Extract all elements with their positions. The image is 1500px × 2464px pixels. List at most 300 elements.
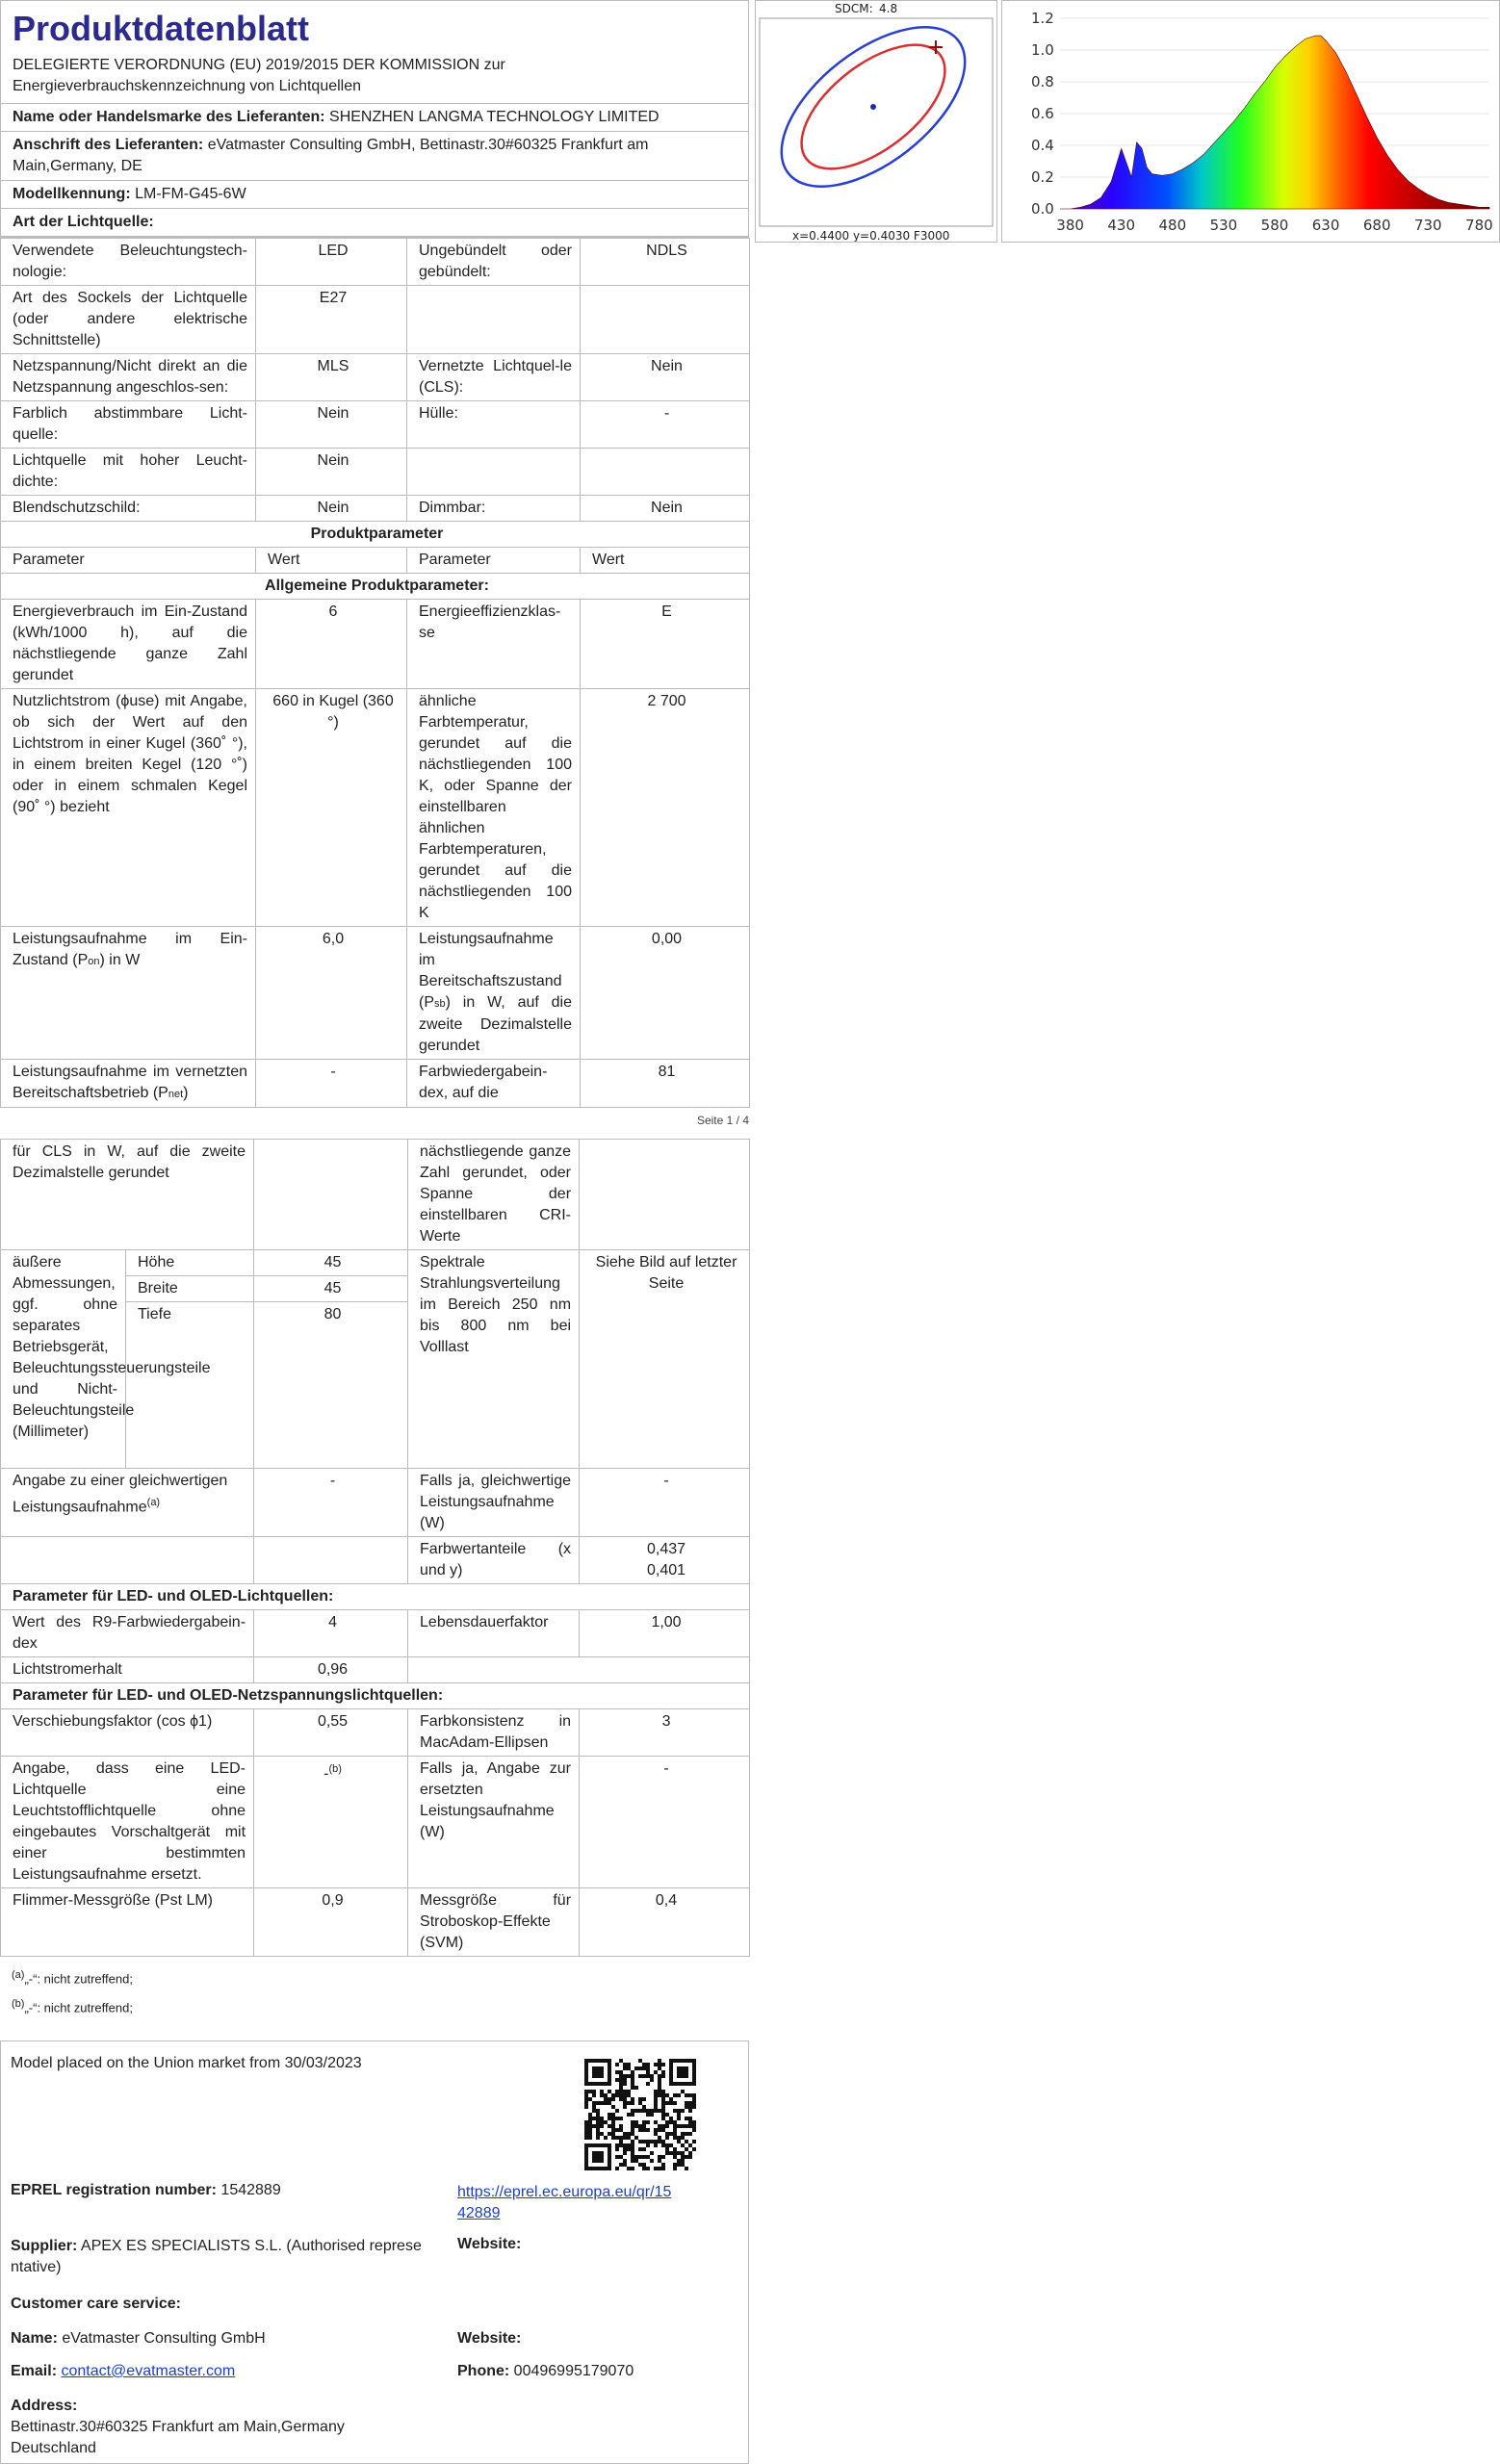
qr-module: [692, 2093, 696, 2097]
qr-module: [596, 2101, 600, 2105]
qr-module: [665, 2136, 669, 2140]
qr-module: [623, 2093, 627, 2097]
qr-module: [623, 2136, 627, 2140]
eprel-phone-label: Phone:: [457, 2363, 510, 2379]
qr-module: [665, 2101, 669, 2105]
qr-module: [661, 2167, 665, 2170]
table-row: [1, 1657, 750, 1683]
qr-module: [665, 2132, 669, 2136]
qr-module: [627, 2113, 631, 2117]
qr-module: [588, 2136, 592, 2140]
depth-value: 80: [254, 1302, 408, 1469]
qr-module: [623, 2163, 627, 2167]
qr-module: [650, 2151, 654, 2155]
table-row: [1, 1140, 750, 1250]
eprel-supplier-label: Supplier:: [11, 2238, 78, 2254]
spectrum-x-tick: 430: [1107, 217, 1136, 234]
qr-module: [692, 2128, 696, 2132]
qr-module: [596, 2132, 600, 2136]
eprel-url[interactable]: [457, 2182, 671, 2224]
pon-label: [1, 927, 256, 1060]
table-row: [1, 548, 750, 574]
eprel-email-link[interactable]: contact@evatmaster.com: [61, 2363, 236, 2379]
width-label: Breite: [126, 1276, 254, 1302]
qr-module: [681, 2109, 685, 2113]
sdcm-label: SDCM:: [835, 2, 873, 15]
energy-value: 6: [256, 600, 407, 689]
qr-module: [627, 2143, 631, 2147]
qr-module: [658, 2063, 661, 2066]
qr-module: [654, 2132, 658, 2136]
qr-module: [592, 2105, 596, 2109]
pnet-value: -: [256, 1060, 407, 1108]
qr-module: [592, 2124, 596, 2128]
flux-label: Nutzlichtstrom (ϕuse) mit Angabe, ob sich der Wert auf den Lichtstrom in einer Kugel (360˚ °), in einem breiten Kegel (120 °˚) oder in einem schmalen Kegel (90˚ °) bezieht: [1, 689, 256, 927]
table-row: [1, 1757, 750, 1888]
replace-value: -: [323, 1765, 329, 1783]
dims-label: äußere Abmessungen, ggf. ohne separates Betriebsgerät, Beleuchtungssteuerungsteile und Nicht-Beleuchtungsteile (Millimeter): [1, 1250, 126, 1469]
qr-module: [634, 2159, 638, 2163]
eprel-care: [11, 2296, 181, 2313]
qr-module: [661, 2140, 665, 2143]
qr-module: [661, 2113, 665, 2117]
footnote-a: [12, 1963, 737, 1991]
table-row: [1, 927, 750, 1060]
qr-module: [677, 2109, 681, 2113]
maint-label: Lichtstromerhalt: [1, 1657, 254, 1683]
spectrum-svg: [1002, 1, 1499, 242]
qr-module: [584, 2128, 588, 2132]
qr-module: [669, 2097, 673, 2101]
empty-cell: [407, 449, 581, 496]
cri-label-a: Farbwiedergabein-dex, auf die: [407, 1060, 581, 1108]
qr-module: [669, 2120, 673, 2124]
qr-module: [615, 2155, 619, 2159]
qr-module: [677, 2117, 681, 2120]
qr-module: [665, 2124, 669, 2128]
spectrum-x-tick: 630: [1311, 217, 1340, 234]
qr-module: [600, 2093, 604, 2097]
table-row: [1, 574, 750, 600]
qr-module: [623, 2147, 627, 2151]
qr-module: [688, 2109, 692, 2113]
qr-module: [661, 2128, 665, 2132]
qr-module: [665, 2093, 669, 2097]
qr-module: [631, 2113, 634, 2117]
pon-label-a: Leistungsaufnahme im Ein-Zustand (P: [13, 931, 247, 968]
qr-module: [646, 2074, 650, 2078]
replace2-value: -: [580, 1757, 750, 1888]
spectrum-x-tick: 680: [1362, 217, 1391, 234]
qr-module: [688, 2151, 692, 2155]
table-row: [1, 354, 750, 401]
qr-module: [631, 2143, 634, 2147]
qr-module: [619, 2090, 623, 2093]
table-row: [1, 239, 750, 286]
qr-module: [638, 2109, 642, 2113]
cls-label: Vernetzte Lichtquel-le (CLS):: [407, 354, 581, 401]
flux-value: 660 in Kugel (360 °): [256, 689, 407, 927]
qr-module: [685, 2155, 688, 2159]
qr-module: [623, 2074, 627, 2078]
chroma-x: 0,437: [646, 1541, 686, 1557]
pnet-label-c: für CLS in W, auf die zweite Dezimalstelle gerundet: [1, 1140, 254, 1250]
qr-module: [658, 2159, 661, 2163]
footnotes: [0, 1957, 749, 2025]
replace2-label: Falls ja, Angabe zur ersetzten Leistungsaufnahme (W): [408, 1757, 580, 1888]
qr-module: [592, 2117, 596, 2120]
empty-cell: [408, 1657, 750, 1683]
consist-label: Farbkonsistenz in MacAdam-Ellipsen: [408, 1709, 580, 1757]
qr-module: [658, 2128, 661, 2132]
qr-module: [681, 2159, 685, 2163]
qr-module: [688, 2143, 692, 2147]
qr-module: [596, 2109, 600, 2113]
qr-module: [631, 2151, 634, 2155]
eclass-label: Energieeffizienzklas-se: [407, 600, 581, 689]
qr-module: [615, 2143, 619, 2147]
qr-module: [673, 2167, 677, 2170]
footnote-b-mark: (b): [12, 1998, 25, 2011]
eprel-reg: [11, 2182, 281, 2199]
footnote-a-mark: (a): [12, 1969, 25, 1981]
qr-module: [638, 2059, 642, 2063]
qr-module: [681, 2090, 685, 2093]
footnote-a-text: „-“: nicht zutreffend;: [24, 1971, 133, 1987]
qr-module: [650, 2074, 654, 2078]
qr-module: [596, 2128, 600, 2132]
qr-module: [646, 2140, 650, 2143]
qr-module: [642, 2109, 646, 2113]
qr-module: [665, 2143, 669, 2147]
qr-module: [673, 2128, 677, 2132]
qr-module: [615, 2128, 619, 2132]
qr-module: [619, 2128, 623, 2132]
qr-module: [623, 2101, 627, 2105]
qr-module: [692, 2120, 696, 2124]
eprel-supplier: [11, 2236, 434, 2278]
qr-module: [681, 2124, 685, 2128]
qr-module: [673, 2124, 677, 2128]
qr-module: [619, 2078, 623, 2082]
product-data-sheet: [0, 0, 749, 2025]
cri-value: 81: [581, 1060, 750, 1108]
supplier-address-row: [1, 132, 748, 181]
dimmable-label: Dimmbar:: [407, 496, 581, 522]
qr-module: [658, 2155, 661, 2159]
qr-module: [685, 2117, 688, 2120]
qr-module: [608, 2124, 611, 2128]
tech-value: LED: [256, 239, 407, 286]
qr-module: [627, 2101, 631, 2105]
qr-module: [600, 2090, 604, 2093]
spectral-label: Spektrale Strahlungsverteilung im Bereich 250 nm bis 800 nm bei Volllast: [408, 1250, 580, 1469]
eprel-website2-label: Website:: [457, 2330, 522, 2347]
width-value: 45: [254, 1276, 408, 1302]
eprel-url-2[interactable]: 42889: [457, 2205, 501, 2221]
qr-module: [611, 2136, 615, 2140]
eprel-website: [457, 2236, 521, 2253]
qr-module: [646, 2063, 650, 2066]
qr-module: [688, 2120, 692, 2124]
spectrum-y-tick: 0.4: [1031, 137, 1054, 154]
r9-label: Wert des R9-Farbwiedergabein-dex: [1, 1610, 254, 1657]
qr-module: [623, 2132, 627, 2136]
mains-label: Netzspannung/Nicht direkt an die Netzspannung angeschlos-sen:: [1, 354, 256, 401]
qr-module: [661, 2063, 665, 2066]
qr-module: [669, 2132, 673, 2136]
qr-module: [631, 2109, 634, 2113]
qr-module: [631, 2140, 634, 2143]
life-label: Lebensdauerfaktor: [408, 1610, 580, 1657]
qr-module: [619, 2070, 623, 2074]
table-row: [1, 496, 750, 522]
qr-module: [658, 2082, 661, 2086]
cie-coords: x=0.4400 y=0.4030 F3000: [792, 229, 950, 242]
qr-module: [634, 2120, 638, 2124]
qr-module: [658, 2136, 661, 2140]
qr-module: [619, 2124, 623, 2128]
antiglare-label: Blendschutzschild:: [1, 496, 256, 522]
qr-finder-module: [592, 2151, 604, 2163]
qr-module: [611, 2105, 615, 2109]
qr-module: [623, 2143, 627, 2147]
qr-module: [604, 2136, 608, 2140]
qr-module: [584, 2105, 588, 2109]
pon-value: 6,0: [256, 927, 407, 1060]
qr-module: [642, 2120, 646, 2124]
supplier-name-row: [1, 104, 748, 132]
qr-module: [654, 2140, 658, 2143]
qr-module: [661, 2163, 665, 2167]
cct-label: ähnliche Farbtemperatur, gerundet auf die nächstliegenden 100 K, oder Spanne der einstellbaren ähnlichen Farbtemperaturen, gerundet auf die nächstliegenden 100 K: [407, 689, 581, 927]
cie-svg: [756, 1, 996, 242]
product-table-continued: [0, 1139, 750, 1957]
qr-module: [669, 2151, 673, 2155]
socket-label: Art des Sockels der Lichtquelle (oder andere elektrische Schnittstelle): [1, 286, 256, 354]
supplier-name-label: Name oder Handelsmarke des Lieferanten:: [13, 109, 325, 125]
light-type-row: [1, 209, 748, 237]
height-label: Höhe: [126, 1250, 254, 1276]
table-row: [1, 1060, 750, 1108]
qr-module: [661, 2105, 665, 2109]
qr-module: [619, 2155, 623, 2159]
qr-module: [638, 2124, 642, 2128]
qr-module: [661, 2070, 665, 2074]
qr-module: [650, 2109, 654, 2113]
psb-label-a: Leistungsaufnahme im Bereitschaftszustand (P: [419, 931, 562, 1011]
table-row: [1, 689, 750, 927]
qr-module: [642, 2066, 646, 2070]
qr-module: [658, 2086, 661, 2090]
empty-cell: [254, 1140, 408, 1250]
table-row: [1, 1469, 750, 1537]
qr-module: [631, 2078, 634, 2082]
qr-module: [623, 2090, 627, 2093]
qr-module: [615, 2167, 619, 2170]
qr-module: [685, 2132, 688, 2136]
model-row: [1, 181, 748, 209]
qr-module: [646, 2109, 650, 2113]
qr-module: [604, 2097, 608, 2101]
qr-module: [584, 2101, 588, 2105]
qr-module: [638, 2163, 642, 2167]
ifyes-value: -: [580, 1469, 750, 1537]
qr-module: [688, 2101, 692, 2105]
table-row: [1, 401, 750, 449]
qr-module: [658, 2167, 661, 2170]
table-row: [1, 1584, 750, 1610]
qr-module: [642, 2163, 646, 2167]
mains-value: MLS: [256, 354, 407, 401]
qr-module: [669, 2143, 673, 2147]
qr-module: [615, 2093, 619, 2097]
envelope-label: Hülle:: [407, 401, 581, 449]
psb-sub: sb: [434, 998, 446, 1010]
col-value-2: Wert: [581, 548, 750, 574]
replace-label: Angabe, dass eine LED-Lichtquelle eine Leuchtstofflichtquelle ohne eingebautes Vorschaltgerät mit einer bestimmten Leistungsaufnahme ersetzt.: [1, 1757, 254, 1888]
life-value: 1,00: [580, 1610, 750, 1657]
spectral-value: Siehe Bild auf letzter Seite: [580, 1250, 750, 1469]
qr-module: [619, 2093, 623, 2097]
eprel-name: [11, 2330, 266, 2348]
qr-module: [619, 2140, 623, 2143]
envelope-value: -: [581, 401, 750, 449]
qr-module: [627, 2132, 631, 2136]
qr-module: [627, 2093, 631, 2097]
qr-module: [588, 2132, 592, 2136]
qr-module: [631, 2147, 634, 2151]
eprel-url-1[interactable]: https://eprel.ec.europa.eu/qr/15: [457, 2184, 672, 2200]
qr-module: [673, 2120, 677, 2124]
qr-module: [623, 2151, 627, 2155]
qr-module: [654, 2093, 658, 2097]
qr-module: [677, 2136, 681, 2140]
qr-module: [631, 2074, 634, 2078]
spectrum-x-tick: 730: [1413, 217, 1442, 234]
qr-module: [584, 2124, 588, 2128]
qr-module: [615, 2070, 619, 2074]
qr-module: [685, 2124, 688, 2128]
qr-module: [631, 2120, 634, 2124]
table-row: [1, 1250, 750, 1276]
qr-module: [681, 2155, 685, 2159]
table-row: [1, 600, 750, 689]
qr-module: [681, 2151, 685, 2155]
qr-module: [631, 2124, 634, 2128]
qr-module: [631, 2132, 634, 2136]
qr-module: [681, 2136, 685, 2140]
svm-label: Messgröße für Stroboskop-Effekte (SVM): [408, 1888, 580, 1957]
page-number: Seite 1 / 4: [696, 1114, 749, 1127]
qr-module: [692, 2124, 696, 2128]
qr-module: [685, 2105, 688, 2109]
eprel-reg-label: EPREL registration number:: [11, 2182, 217, 2198]
eprel-address-value-1: Bettinastr.30#60325 Frankfurt am Main,Germany: [11, 2419, 345, 2435]
qr-module: [615, 2136, 619, 2140]
footnote-b: [12, 1991, 737, 2020]
col-param-2: Parameter: [407, 548, 581, 574]
chroma-label: Farbwertanteile (x und y): [408, 1537, 580, 1584]
sheet-frame: [0, 0, 749, 238]
dpf-label: Verschiebungsfaktor (cos ϕ1): [1, 1709, 254, 1757]
qr-module: [588, 2090, 592, 2093]
qr-module: [588, 2117, 592, 2120]
spectrum-x-tick: 530: [1209, 217, 1238, 234]
dimmable-value: Nein: [581, 496, 750, 522]
table-row: [1, 1709, 750, 1757]
qr-module: [638, 2074, 642, 2078]
qr-code: [584, 2059, 696, 2170]
spectrum-x-tick: 780: [1465, 217, 1493, 234]
qr-module: [634, 2086, 638, 2090]
qr-module: [673, 2147, 677, 2151]
qr-module: [650, 2113, 654, 2117]
qr-module: [627, 2147, 631, 2151]
qr-module: [673, 2136, 677, 2140]
lightsource-table: [0, 238, 750, 1108]
qr-module: [673, 2101, 677, 2105]
eprel-section: [0, 2040, 749, 2464]
qr-module: [661, 2109, 665, 2113]
qr-module: [692, 2101, 696, 2105]
qr-module: [638, 2155, 642, 2159]
qr-module: [646, 2155, 650, 2159]
qr-module: [627, 2066, 631, 2070]
qr-module: [611, 2113, 615, 2117]
pon-sub: on: [88, 956, 100, 967]
eprel-phone-value: 00496995179070: [513, 2363, 634, 2379]
qr-module: [681, 2163, 685, 2167]
qr-module: [596, 2136, 600, 2140]
qr-module: [592, 2109, 596, 2113]
supplier-address-value-2: Main,Germany, DE: [13, 158, 142, 174]
qr-module: [677, 2151, 681, 2155]
qr-module: [692, 2147, 696, 2151]
table-row: [1, 286, 750, 354]
spectrum-y-tick: 1.0: [1031, 41, 1054, 59]
qr-module: [631, 2155, 634, 2159]
eprel-address-label: Address:: [11, 2398, 78, 2414]
qr-module: [611, 2128, 615, 2132]
chroma-y: 0,401: [646, 1562, 686, 1578]
empty-cell: [580, 1140, 750, 1250]
qr-module: [661, 2074, 665, 2078]
eprel-address-value-2: Deutschland: [11, 2440, 96, 2456]
empty-cell: [407, 286, 581, 354]
eprel-care-label: Customer care service:: [11, 2296, 181, 2312]
qr-module: [623, 2066, 627, 2070]
spectrum-y-tick: 0.2: [1031, 168, 1054, 186]
market-placement: Model placed on the Union market from 30/03/2023: [11, 2055, 362, 2071]
qr-module: [658, 2124, 661, 2128]
qr-module: [634, 2155, 638, 2159]
qr-module: [592, 2093, 596, 2097]
height-value: 45: [254, 1250, 408, 1276]
maint-value: 0,96: [254, 1657, 408, 1683]
empty-cell: [1, 1537, 254, 1584]
qr-module: [642, 2140, 646, 2143]
eprel-name-label: Name:: [11, 2330, 58, 2347]
qr-module: [600, 2101, 604, 2105]
flicker-label: Flimmer-Messgröße (Pst LM): [1, 1888, 254, 1957]
qr-module: [654, 2090, 658, 2093]
depth-label: Tiefe: [126, 1302, 254, 1469]
qr-module: [615, 2117, 619, 2120]
model-label: Modellkennung:: [13, 186, 131, 202]
cie-plot-frame: [760, 18, 993, 226]
bundled-label: Ungebündelt oder gebündelt:: [407, 239, 581, 286]
